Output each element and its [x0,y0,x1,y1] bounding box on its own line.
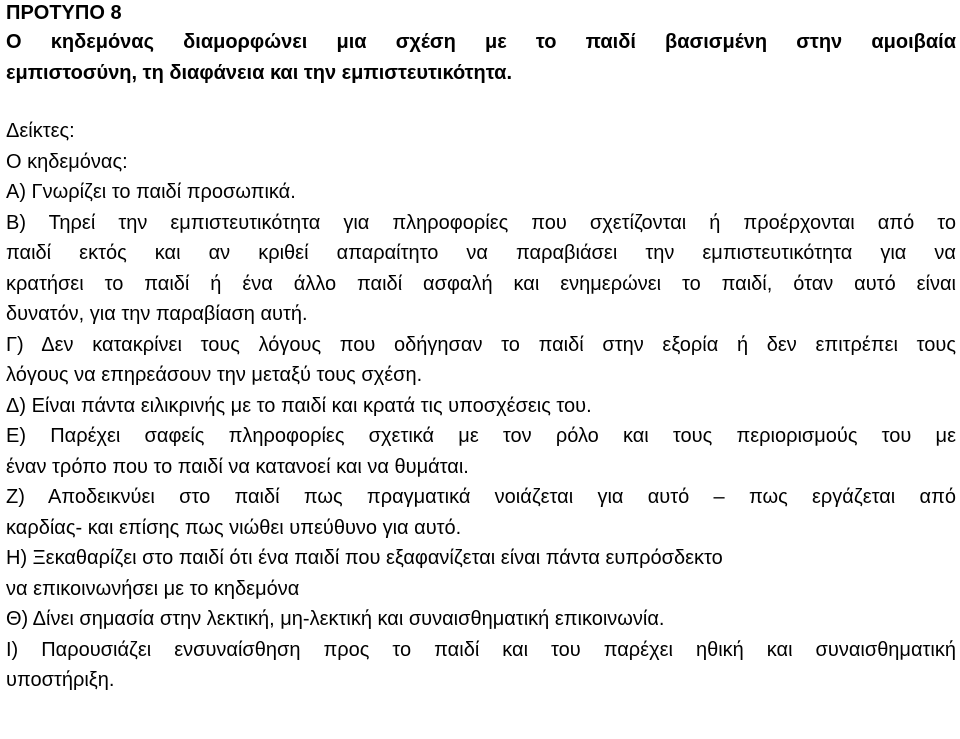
indicator-line: έναν τρόπο που το παιδί να κατανοεί και να θυμάται. [6,455,469,478]
indicator-line: καρδίας- και επίσης πως νιώθει υπεύθυνο για αυτό. [6,516,462,539]
indicator-item [6,543,956,604]
indicator-line: Ζ) Αποδεικνύει στο παιδί πως πραγματικά νοιάζεται για αυτό – πως εργάζεται από [6,486,956,508]
indicator-list [6,177,956,696]
indicator-line: υποστήριξη. [6,669,115,691]
indicator-line: Η) Ξεκαθαρίζει στο παιδί ότι ένα παιδί που εξαφανίζεται είναι πάντα ευπρόσδεκτο [6,547,723,569]
indicator-item [6,208,956,330]
document-title: ΠΡΟΤΥΠΟ 8 [6,2,122,24]
indicator-line: Δ) Είναι πάντα ειλικρινής με το παιδί και κρατά τις υποσχέσεις του. [6,394,592,417]
indicator-line: κρατήσει το παιδί ή ένα άλλο παιδί ασφαλή και ενημερώνει το παιδί, όταν αυτό είναι [6,272,956,295]
indicator-line: Γ) Δεν κατακρίνει τους λόγους που οδήγησαν το παιδί στην εξορία ή δεν επιτρέπει τους [6,333,956,356]
indicator-item [6,391,956,422]
indicator-line: Θ) Δίνει σημασία στην λεκτική, μη-λεκτική και συναισθηματική επικοινωνία. [6,608,665,630]
indicator-line: παιδί εκτός και αν κριθεί απαραίτητο να παραβιάσει την εμπιστευτικότητα για να [6,242,956,264]
indicator-item [6,635,956,696]
indicator-item [6,482,956,543]
standard-heading-line: Ο κηδεμόνας διαμορφώνει μια σχέση με το παιδί βασισμένη στην αμοιβαία [6,31,956,53]
indicator-line: να επικοινωνήσει με το κηδεμόνα [6,577,300,600]
paragraph-spacer [6,88,956,116]
guardian-label: Ο κηδεμόνας: [6,150,128,173]
indicator-line: Ι) Παρουσιάζει ενσυναίσθηση προς το παιδί και του παρέχει ηθική και συναισθηματική [6,638,956,661]
indicator-item [6,177,956,208]
indicator-line: Β) Τηρεί την εμπιστευτικότητα για πληροφορίες που σχετίζονται ή προέρχονται από το [6,211,956,234]
indicator-item [6,330,956,391]
indicators-label: Δείκτες: [6,120,75,142]
standard-heading [6,27,956,88]
indicator-line: Ε) Παρέχει σαφείς πληροφορίες σχετικά με τον ρόλο και τους περιορισμούς του με [6,425,956,447]
indicator-line: Α) Γνωρίζει το παιδί προσωπικά. [6,181,296,203]
indicator-line: δυνατόν, για την παραβίαση αυτή. [6,303,308,325]
document-page [6,0,956,696]
standard-heading-line: εμπιστοσύνη, τη διαφάνεια και την εμπιστευτικότητα. [6,61,512,84]
indicator-line: λόγους να επηρεάσουν την μεταξύ τους σχέση. [6,364,423,386]
indicator-item [6,421,956,482]
indicator-item [6,604,956,635]
